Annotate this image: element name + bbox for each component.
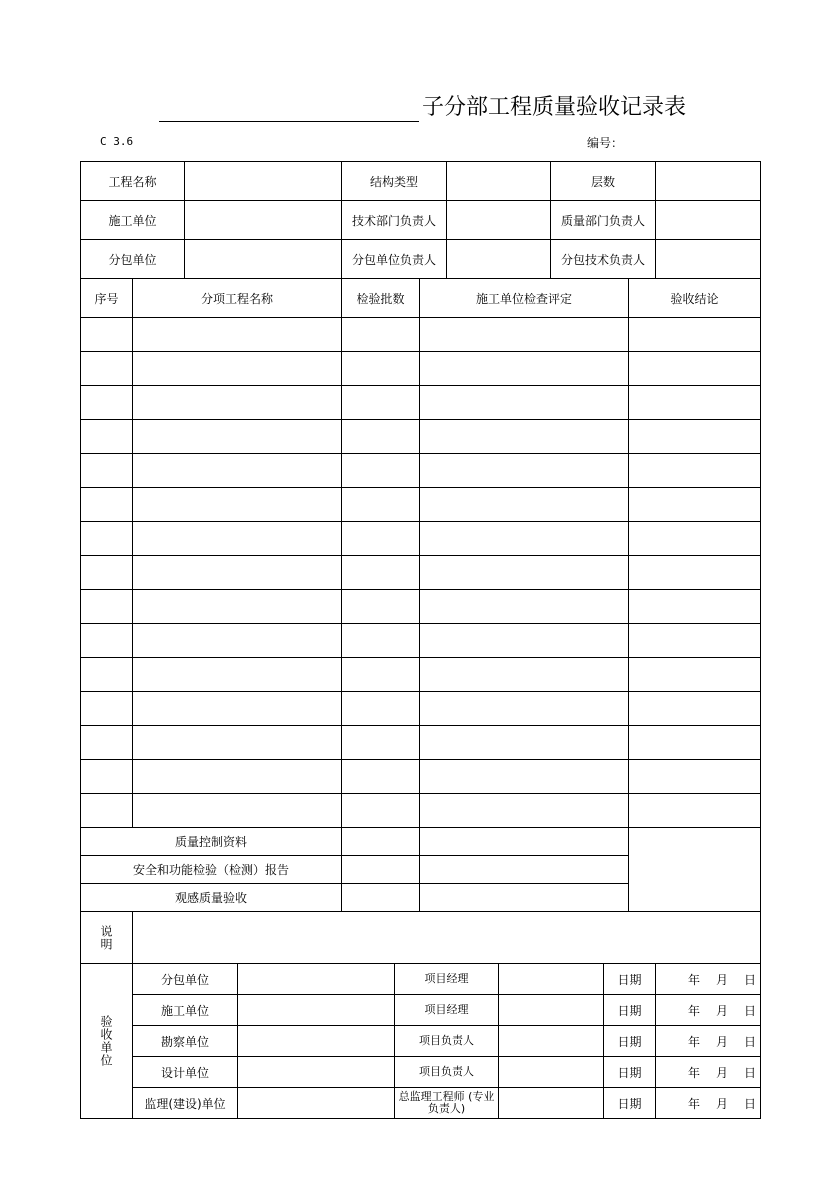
label-subcontract-unit: 分包单位 [81,240,185,279]
table-cell[interactable] [342,624,420,658]
table-row [81,760,761,794]
table-cell[interactable] [133,658,342,692]
table-row [81,386,761,420]
table-cell[interactable] [629,352,761,386]
acceptance-role-field[interactable] [499,1026,604,1057]
table-cell[interactable] [420,692,629,726]
table-cell[interactable] [342,692,420,726]
acceptance-unit-name: 分包单位 [133,964,238,995]
header-contractor-evaluation: 施工单位检查评定 [420,279,629,318]
table-cell[interactable] [81,556,133,590]
note-table [80,911,761,964]
date-field[interactable] [656,1088,761,1119]
date-label: 日期 [604,995,656,1026]
table-cell[interactable] [342,420,420,454]
acceptance-units-label: 验收单位 [81,964,133,1119]
page-title: 子分部工程质量验收记录表 [422,95,687,120]
summary-cell[interactable] [420,884,629,912]
label-structure-type: 结构类型 [342,162,447,201]
note-label: 说明 [81,912,133,964]
table-cell[interactable] [342,590,420,624]
summary-cell[interactable] [342,828,420,856]
table-row [81,794,761,828]
date-field[interactable] [656,995,761,1026]
table-cell[interactable] [342,488,420,522]
table-row [81,318,761,352]
table-cell[interactable] [629,318,761,352]
date-month: 月 [715,1003,728,1018]
form-code: C 3.6 [100,135,134,148]
summary-conclusion-cell[interactable] [629,828,761,912]
table-cell[interactable] [133,794,342,828]
table-cell[interactable] [133,454,342,488]
table-cell[interactable] [342,658,420,692]
table-cell[interactable] [342,522,420,556]
table-cell[interactable] [629,760,761,794]
table-cell[interactable] [629,454,761,488]
summary-cell[interactable] [342,884,420,912]
date-day: 日 [743,1096,756,1111]
date-field[interactable] [656,1026,761,1057]
table-cell[interactable] [81,522,133,556]
date-label: 日期 [604,1026,656,1057]
date-year: 年 [688,1065,701,1080]
acceptance-role: 项目经理 [395,995,499,1026]
table-cell[interactable] [81,624,133,658]
summary-appearance-quality: 观感质量验收 [81,884,342,912]
table-cell[interactable] [81,420,133,454]
header-sub-item-name: 分项工程名称 [133,279,342,318]
table-cell[interactable] [629,794,761,828]
table-cell[interactable] [81,590,133,624]
table-row [81,522,761,556]
table-cell[interactable] [133,590,342,624]
date-day: 日 [743,972,756,987]
acceptance-row [81,964,761,995]
table-cell[interactable] [629,488,761,522]
summary-safety-function-report: 安全和功能检验（检测）报告 [81,856,342,884]
summary-cell[interactable] [420,828,629,856]
acceptance-unit-field[interactable] [238,995,395,1026]
acceptance-role-field[interactable] [499,1088,604,1119]
date-label: 日期 [604,1088,656,1119]
table-cell[interactable] [629,692,761,726]
table-cell[interactable] [420,658,629,692]
date-day: 日 [743,1034,756,1049]
date-field[interactable] [656,1057,761,1088]
table-row [81,726,761,760]
table-cell[interactable] [342,454,420,488]
table-cell[interactable] [420,420,629,454]
table-cell[interactable] [81,726,133,760]
table-cell[interactable] [420,522,629,556]
acceptance-unit-field[interactable] [238,964,395,995]
acceptance-role-field[interactable] [499,964,604,995]
table-cell[interactable] [81,692,133,726]
table-cell[interactable] [342,318,420,352]
table-cell[interactable] [629,556,761,590]
header-acceptance-conclusion: 验收结论 [629,279,761,318]
table-cell[interactable] [342,352,420,386]
table-cell[interactable] [133,692,342,726]
document-number-label: 编号： [587,136,624,150]
table-cell[interactable] [342,386,420,420]
table-row [81,658,761,692]
date-year: 年 [688,972,701,987]
label-quality-dept-head: 质量部门负责人 [551,201,656,240]
floors-field[interactable] [656,162,761,201]
label-construction-unit: 施工单位 [81,201,185,240]
table-cell[interactable] [81,454,133,488]
acceptance-role: 项目负责人 [395,1057,499,1088]
acceptance-unit-field[interactable] [238,1026,395,1057]
summary-quality-control-docs: 质量控制资料 [81,828,342,856]
date-month: 月 [715,1096,728,1111]
acceptance-unit-name: 勘察单位 [133,1026,238,1057]
table-cell[interactable] [420,556,629,590]
subcontract-tech-head-field[interactable] [656,240,761,279]
subcontract-unit-field[interactable] [185,240,342,279]
table-cell[interactable] [629,726,761,760]
subcontract-head-field[interactable] [447,240,551,279]
note-field[interactable] [133,912,761,964]
table-cell[interactable] [133,760,342,794]
table-cell[interactable] [81,760,133,794]
table-cell[interactable] [342,726,420,760]
acceptance-unit-field[interactable] [238,1057,395,1088]
acceptance-role: 项目经理 [395,964,499,995]
project-name-field[interactable] [185,162,342,201]
table-cell[interactable] [133,556,342,590]
date-month: 月 [715,1065,728,1080]
table-row [81,556,761,590]
acceptance-unit-name: 施工单位 [133,995,238,1026]
acceptance-table [80,963,761,1119]
quality-dept-head-field[interactable] [656,201,761,240]
label-subcontract-tech-head: 分包技术负责人 [551,240,656,279]
construction-unit-field[interactable] [185,201,342,240]
date-year: 年 [688,1096,701,1111]
date-label: 日期 [604,964,656,995]
table-cell[interactable] [133,488,342,522]
table-cell[interactable] [420,352,629,386]
table-cell[interactable] [420,726,629,760]
table-cell[interactable] [81,386,133,420]
date-year: 年 [688,1034,701,1049]
table-cell[interactable] [420,318,629,352]
date-day: 日 [743,1003,756,1018]
summary-cell[interactable] [342,856,420,884]
table-cell[interactable] [629,522,761,556]
table-cell[interactable] [629,658,761,692]
acceptance-unit-field[interactable] [238,1088,395,1119]
header-batch-count: 检验批数 [342,279,420,318]
date-day: 日 [743,1065,756,1080]
table-cell[interactable] [81,658,133,692]
tech-dept-head-field[interactable] [447,201,551,240]
table-cell[interactable] [420,454,629,488]
table-cell[interactable] [133,726,342,760]
table-cell[interactable] [81,352,133,386]
date-year: 年 [688,1003,701,1018]
project-info-table [80,161,761,279]
table-cell[interactable] [133,420,342,454]
table-cell[interactable] [133,386,342,420]
title-blank-line[interactable] [159,121,419,122]
acceptance-role-field[interactable] [499,1057,604,1088]
table-cell[interactable] [133,522,342,556]
label-project-name: 工程名称 [81,162,185,201]
acceptance-role: 总监理工程师 (专业负责人) [395,1088,499,1119]
acceptance-unit-name: 监理(建设)单位 [133,1088,238,1119]
acceptance-role: 项目负责人 [395,1026,499,1057]
header-seq: 序号 [81,279,133,318]
table-cell[interactable] [81,318,133,352]
table-cell[interactable] [629,624,761,658]
table-cell[interactable] [133,624,342,658]
table-cell[interactable] [133,318,342,352]
acceptance-row [81,1088,761,1119]
table-cell[interactable] [420,590,629,624]
sub-item-table [80,278,761,912]
table-cell[interactable] [629,420,761,454]
date-label: 日期 [604,1057,656,1088]
label-tech-dept-head: 技术部门负责人 [342,201,447,240]
table-cell[interactable] [81,488,133,522]
table-cell[interactable] [420,760,629,794]
label-subcontract-head: 分包单位负责人 [342,240,447,279]
structure-type-field[interactable] [447,162,551,201]
acceptance-row [81,995,761,1026]
date-month: 月 [715,972,728,987]
table-cell[interactable] [629,386,761,420]
table-cell[interactable] [342,794,420,828]
acceptance-unit-name: 设计单位 [133,1057,238,1088]
label-floors: 层数 [551,162,656,201]
table-cell[interactable] [420,624,629,658]
table-cell[interactable] [629,590,761,624]
table-cell[interactable] [81,794,133,828]
summary-cell[interactable] [420,856,629,884]
table-row [81,590,761,624]
table-row [81,692,761,726]
table-cell[interactable] [420,794,629,828]
acceptance-role-field[interactable] [499,995,604,1026]
acceptance-row [81,1057,761,1088]
acceptance-row [81,1026,761,1057]
table-row [81,454,761,488]
table-row [81,488,761,522]
table-cell[interactable] [342,556,420,590]
date-field[interactable] [656,964,761,995]
table-row [81,624,761,658]
table-row [81,352,761,386]
table-cell[interactable] [133,352,342,386]
table-cell[interactable] [342,760,420,794]
table-cell[interactable] [420,488,629,522]
table-cell[interactable] [420,386,629,420]
table-row [81,420,761,454]
date-month: 月 [715,1034,728,1049]
